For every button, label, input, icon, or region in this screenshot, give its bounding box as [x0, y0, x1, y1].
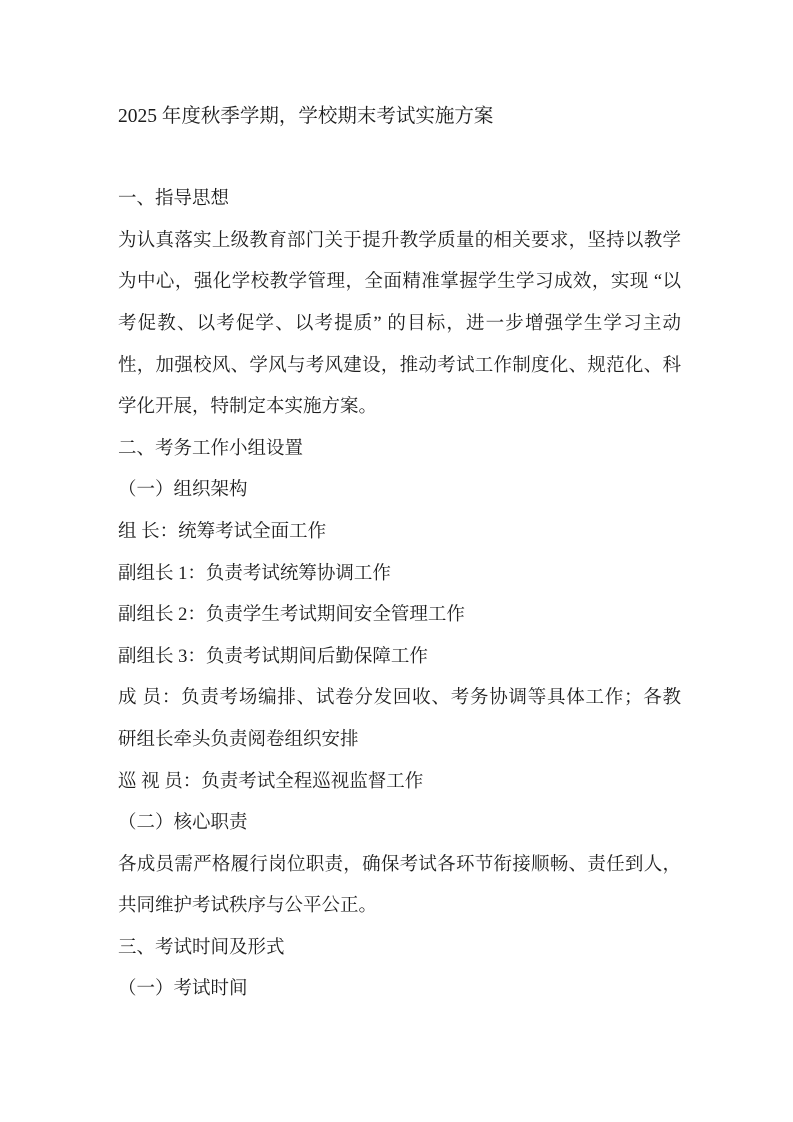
blank-line [118, 138, 681, 180]
line-deputy-leader-1: 副组长 1：负责考试统筹协调工作 [118, 563, 391, 584]
subheading-org-structure: （一）组织架构 [118, 480, 248, 501]
line-members-2: 研组长牵头负责阅卷组织安排 [118, 729, 359, 750]
para-guiding-line-2: 为中心，强化学校教学管理，全面精准掌握学生学习成效，实现 “以 [118, 272, 681, 293]
para-duties-line-2: 共同维护考试秩序与公平公正。 [118, 896, 378, 917]
heading-exam-work-group: 二、考务工作小组设置 [118, 438, 304, 459]
para-guiding-line-4: 性，加强校风、学风与考风建设，推动考试工作制度化、规范化、科 [118, 355, 681, 376]
heading-guiding-ideology: 一、指导思想 [118, 189, 230, 210]
line-group-leader: 组 长：统筹考试全面工作 [118, 521, 327, 542]
line-inspector: 巡 视 员：负责考试全程巡视监督工作 [118, 771, 424, 792]
para-guiding-line-1: 为认真落实上级教育部门关于提升教学质量的相关要求，坚持以教学 [118, 230, 681, 251]
subheading-core-duties: （二）核心职责 [118, 813, 248, 834]
para-duties-line-1: 各成员需严格履行岗位职责，确保考试各环节衔接顺畅、责任到人， [118, 854, 681, 875]
line-deputy-leader-3: 副组长 3：负责考试期间后勤保障工作 [118, 646, 428, 667]
doc-title: 2025 年度秋季学期，学校期末考试实施方案 [118, 106, 494, 127]
heading-exam-time-format: 三、考试时间及形式 [118, 937, 285, 958]
subheading-exam-time: （一）考试时间 [118, 979, 248, 1000]
para-guiding-line-5: 学化开展，特制定本实施方案。 [118, 397, 378, 418]
para-guiding-line-3: 考促教、以考促学、以考提质” 的目标，进一步增强学生学习主动 [118, 313, 681, 334]
line-deputy-leader-2: 副组长 2：负责学生考试期间安全管理工作 [118, 605, 465, 626]
line-members-1: 成 员：负责考场编排、试卷分发回收、考务协调等具体工作；各教 [118, 688, 681, 709]
